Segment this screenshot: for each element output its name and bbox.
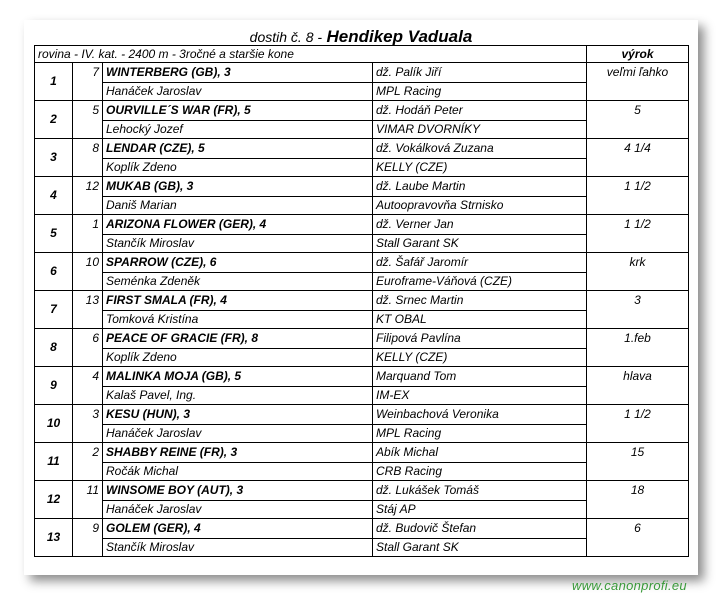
race-number: dostih č. 8 - [249,29,323,45]
jockey-name: dž. Laube Martin [373,177,587,197]
runner-subrow [35,273,689,291]
runner-subrow [35,349,689,367]
jockey-name: dž. Šafář Jaromír [373,253,587,273]
trainer-name: Koplík Zdeno [103,349,373,367]
runner-subrow [35,539,689,557]
horse-name: SPARROW (CZE), 6 [103,253,373,273]
jockey-name: dž. Budovič Štefan [373,519,587,539]
race-name: Hendikep Vaduala [326,27,473,46]
start-number-blank [73,425,103,443]
start-number: 3 [73,405,103,425]
jockey-name: Abík Michal [373,443,587,463]
horse-name: OURVILLE´S WAR (FR), 5 [103,101,373,121]
start-number: 1 [73,215,103,235]
result-blank [587,349,689,367]
start-number-blank [73,273,103,291]
race-conditions: rovina - IV. kat. - 2400 m - 3ročné a staršie kone [35,46,587,63]
finish-position: 9 [35,367,73,405]
runner-row [35,481,689,501]
result-blank [587,83,689,101]
finish-position: 6 [35,253,73,291]
runner-subrow [35,463,689,481]
start-number: 9 [73,519,103,539]
jockey-name: dž. Hodáň Peter [373,101,587,121]
trainer-name: Seménka Zdeněk [103,273,373,291]
result-header: výrok [587,46,689,63]
runner-row [35,139,689,159]
start-number: 13 [73,291,103,311]
start-number: 7 [73,63,103,83]
owner-name: Stall Garant SK [373,539,587,557]
owner-name: IM-EX [373,387,587,405]
start-number-blank [73,387,103,405]
trainer-name: Stančík Miroslav [103,539,373,557]
trainer-name: Kalaš Pavel, Ing. [103,387,373,405]
finish-position: 10 [35,405,73,443]
jockey-name: dž. Srnec Martin [373,291,587,311]
owner-name: VIMAR DVORNÍKY [373,121,587,139]
result-blank [587,539,689,557]
runner-subrow [35,387,689,405]
runner-subrow [35,121,689,139]
start-number-blank [73,463,103,481]
result-margin: hlava [587,367,689,387]
start-number: 12 [73,177,103,197]
runner-row [35,329,689,349]
finish-position: 12 [35,481,73,519]
start-number-blank [73,539,103,557]
start-number-blank [73,311,103,329]
runner-row [35,63,689,83]
owner-name: Stáj AP [373,501,587,519]
runner-subrow [35,425,689,443]
jockey-name: dž. Palík Jiří [373,63,587,83]
start-number: 6 [73,329,103,349]
runner-subrow [35,83,689,101]
runner-row [35,101,689,121]
trainer-name: Tomková Kristína [103,311,373,329]
runner-row [35,405,689,425]
start-number-blank [73,349,103,367]
jockey-name: Filipová Pavlína [373,329,587,349]
result-blank [587,197,689,215]
owner-name: CRB Racing [373,463,587,481]
jockey-name: Marquand Tom [373,367,587,387]
trainer-name: Koplík Zdeno [103,159,373,177]
result-margin: 5 [587,101,689,121]
watermark: www.canonprofi.eu [572,578,687,593]
result-blank [587,387,689,405]
finish-position: 1 [35,63,73,101]
start-number: 10 [73,253,103,273]
result-blank [587,311,689,329]
trainer-name: Hanáček Jaroslav [103,501,373,519]
start-number-blank [73,235,103,253]
results-table [34,45,689,557]
owner-name: Euroframe-Váňová (CZE) [373,273,587,291]
jockey-name: Weinbachová Veronika [373,405,587,425]
start-number: 4 [73,367,103,387]
owner-name: MPL Racing [373,83,587,101]
start-number-blank [73,121,103,139]
start-number: 5 [73,101,103,121]
runner-row [35,177,689,197]
runner-subrow [35,159,689,177]
result-margin: 1 1/2 [587,405,689,425]
runner-row [35,291,689,311]
runner-row [35,367,689,387]
finish-position: 5 [35,215,73,253]
runner-subrow [35,235,689,253]
jockey-name: dž. Lukášek Tomáš [373,481,587,501]
finish-position: 3 [35,139,73,177]
owner-name: KT OBAL [373,311,587,329]
result-blank [587,273,689,291]
result-blank [587,425,689,443]
runner-row [35,215,689,235]
horse-name: KESU (HUN), 3 [103,405,373,425]
result-margin: veľmi ľahko [587,63,689,83]
start-number-blank [73,159,103,177]
result-blank [587,235,689,253]
jockey-name: dž. Verner Jan [373,215,587,235]
horse-name: MUKAB (GB), 3 [103,177,373,197]
result-margin: krk [587,253,689,273]
runner-subrow [35,311,689,329]
table-header-row [35,46,689,63]
horse-name: LENDAR (CZE), 5 [103,139,373,159]
finish-position: 13 [35,519,73,557]
start-number-blank [73,501,103,519]
start-number-blank [73,197,103,215]
result-margin: 18 [587,481,689,501]
trainer-name: Ročák Michal [103,463,373,481]
horse-name: WINTERBERG (GB), 3 [103,63,373,83]
horse-name: SHABBY REINE (FR), 3 [103,443,373,463]
runner-row [35,253,689,273]
result-margin: 6 [587,519,689,539]
start-number: 8 [73,139,103,159]
runner-row [35,519,689,539]
owner-name: KELLY (CZE) [373,159,587,177]
result-blank [587,463,689,481]
result-margin: 4 1/4 [587,139,689,159]
result-blank [587,121,689,139]
jockey-name: dž. Vokálková Zuzana [373,139,587,159]
owner-name: Stall Garant SK [373,235,587,253]
horse-name: FIRST SMALA (FR), 4 [103,291,373,311]
runner-subrow [35,501,689,519]
finish-position: 4 [35,177,73,215]
horse-name: GOLEM (GER), 4 [103,519,373,539]
finish-position: 8 [35,329,73,367]
owner-name: MPL Racing [373,425,587,443]
trainer-name: Hanáček Jaroslav [103,425,373,443]
trainer-name: Lehocký Jozef [103,121,373,139]
horse-name: PEACE OF GRACIE (FR), 8 [103,329,373,349]
start-number: 11 [73,481,103,501]
horse-name: ARIZONA FLOWER (GER), 4 [103,215,373,235]
owner-name: Autoopravovňa Strnisko [373,197,587,215]
owner-name: KELLY (CZE) [373,349,587,367]
horse-name: MALINKA MOJA (GB), 5 [103,367,373,387]
result-blank [587,501,689,519]
finish-position: 2 [35,101,73,139]
result-margin: 3 [587,291,689,311]
trainer-name: Hanáček Jaroslav [103,83,373,101]
result-margin: 1.feb [587,329,689,349]
runner-subrow [35,197,689,215]
result-blank [587,159,689,177]
result-margin: 1 1/2 [587,215,689,235]
runner-row [35,443,689,463]
trainer-name: Stančík Miroslav [103,235,373,253]
result-margin: 1 1/2 [587,177,689,197]
finish-position: 11 [35,443,73,481]
result-margin: 15 [587,443,689,463]
trainer-name: Daniš Marian [103,197,373,215]
start-number-blank [73,83,103,101]
finish-position: 7 [35,291,73,329]
horse-name: WINSOME BOY (AUT), 3 [103,481,373,501]
start-number: 2 [73,443,103,463]
